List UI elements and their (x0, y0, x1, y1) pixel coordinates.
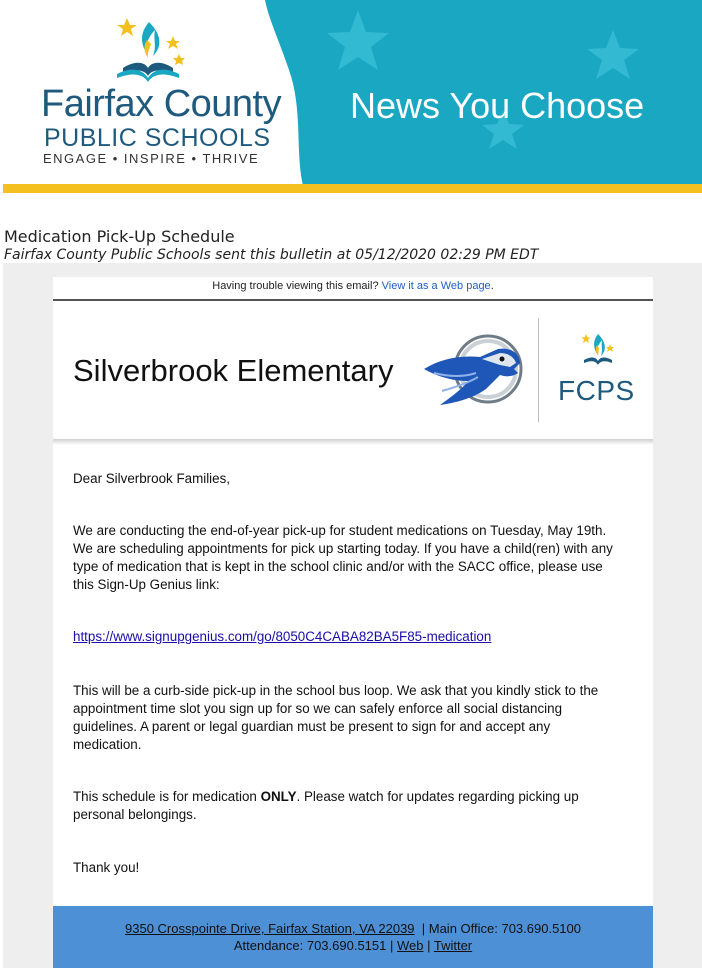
org-name-line2: PUBLIC SCHOOLS (44, 124, 271, 152)
view-web-page-link[interactable]: View it as a Web page (381, 280, 491, 292)
eagle-mascot-icon (420, 333, 524, 409)
org-tagline: ENGAGE • INSPIRE • THRIVE (43, 151, 260, 166)
body-paragraph-2: This will be a curb-side pick-up in the school bus loop. We ask that you kindly stick to the appointment time slot you sign up for so we can safely enforce all social distancing guidelines. A parent or legal guardian must be present to sign for and accept any medication. (73, 683, 599, 752)
footer-line-1 (53, 920, 653, 937)
bulletin-title: Medication Pick-Up Schedule (4, 227, 235, 246)
closing-text: Thank you! (73, 860, 140, 875)
main-office-text: | Main Office: 703.690.5100 (414, 921, 581, 936)
newsletter-title: News You Choose (350, 85, 645, 126)
body-paragraph-1: We are conducting the end-of-year pick-up for student medications on Tuesday, May 19th. We are scheduling appointments for pick up starting today. If you have a child(ren) with any type of medication that is kept in the school clinic and/or with the SACC office, please use this Sign-Up Genius link: (73, 523, 613, 592)
newsletter-header-banner (3, 0, 702, 193)
gold-divider-stripe (3, 184, 702, 193)
school-name: Silverbrook Elementary (73, 353, 394, 388)
footer-line-2 (53, 937, 653, 954)
body-paragraph-3 (73, 788, 618, 824)
footer-separator: | (423, 938, 434, 953)
org-name-line1: Fairfax County (41, 83, 282, 125)
web-link[interactable]: Web (396, 938, 424, 953)
trouble-viewing-text: Having trouble viewing this email? (212, 280, 379, 292)
greeting-text: Dear Silverbrook Families, (73, 471, 231, 486)
twitter-link[interactable]: Twitter (433, 938, 473, 953)
para3-after: . Please watch for updates regarding picking up personal belongings. (73, 789, 579, 822)
fcps-flame-book-icon (103, 14, 193, 88)
bulletin-meta: Fairfax County Public Schools sent this bulletin at 05/12/2020 02:29 PM EDT (4, 247, 539, 263)
attendance-text: Attendance: 703.690.5151 | (233, 938, 397, 953)
trouble-suffix: . (490, 280, 494, 292)
fcps-small-logo-text: FCPS (558, 375, 635, 406)
signup-genius-link[interactable]: https://www.signupgenius.com/go/8050C4CABA82BA5F85-medication (73, 629, 492, 644)
signup-link-row (73, 628, 618, 646)
para3-emphasis: ONLY (260, 789, 297, 804)
fcps-small-flame-icon (578, 330, 618, 370)
school-banner-shadow (53, 439, 653, 445)
address-link[interactable]: 9350 Crosspointe Drive, Fairfax Station, VA 22039 (125, 921, 415, 936)
trouble-viewing-row (53, 280, 653, 292)
school-footer (53, 906, 653, 968)
para3-before: This schedule is for medication (73, 789, 261, 804)
banner-vertical-divider (538, 318, 539, 422)
